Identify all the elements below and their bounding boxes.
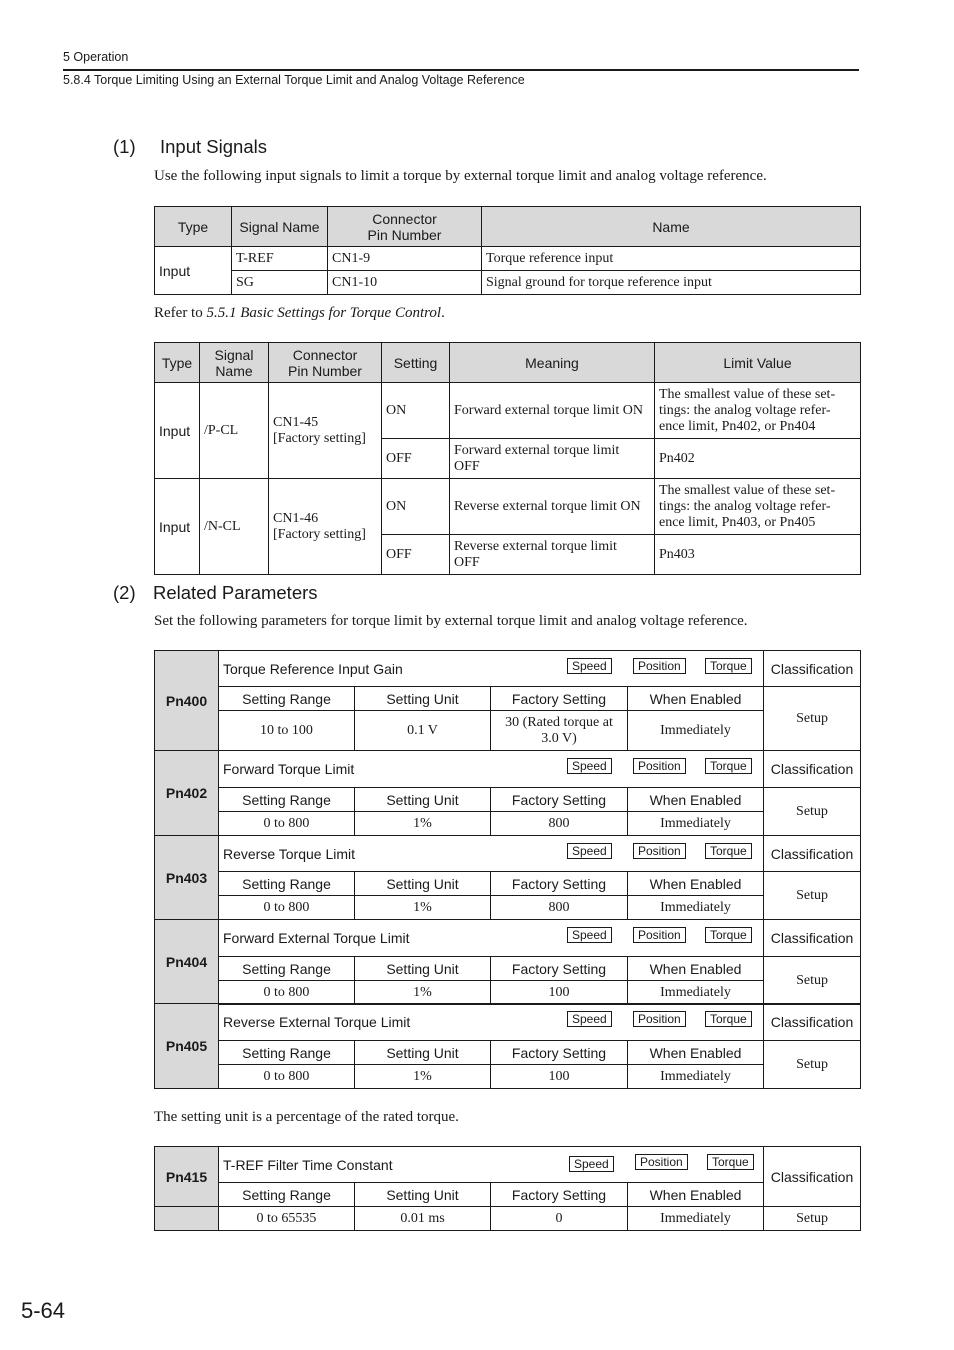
position-badge: Position — [635, 1154, 688, 1170]
col-type: Type — [155, 343, 200, 383]
col-setting: Setting — [382, 343, 450, 383]
speed-badge: Speed — [567, 1011, 612, 1027]
factory-setting-value: 0 — [491, 1207, 628, 1231]
setting-cell: ON — [382, 383, 450, 439]
type-cell: Input — [155, 383, 200, 479]
limit-cell: The smallest value of these set- tings: the analog voltage refer- ence limit, Pn402, or Pn404 — [655, 383, 861, 439]
chapter-header: 5 Operation — [63, 50, 129, 64]
refer-suffix: . — [441, 305, 445, 321]
col-setting-unit: Setting Unit — [355, 1183, 491, 1207]
param-title-cell — [219, 751, 764, 788]
setting-cell: OFF — [382, 439, 450, 479]
table-row — [155, 896, 861, 920]
param-title-cell — [219, 651, 764, 687]
position-badge: Position — [633, 927, 686, 943]
name-cell: Signal ground for torque reference input — [482, 271, 861, 295]
when-enabled-value: Immediately — [628, 981, 764, 1005]
classification-label: Classification — [764, 1147, 861, 1207]
torque-badge: Torque — [707, 1154, 754, 1170]
col-limit-value: Limit Value — [655, 343, 861, 383]
param-number: Pn400 — [155, 651, 219, 751]
col-when-enabled: When Enabled — [628, 872, 764, 896]
param-title-cell — [219, 920, 764, 957]
meaning-cell: Forward external torque limit OFF — [450, 439, 655, 479]
col-factory-setting: Factory Setting — [491, 788, 628, 812]
when-enabled-value: Immediately — [628, 812, 764, 836]
param-number: Pn415 — [155, 1147, 219, 1207]
classification-label: Classification — [764, 751, 861, 788]
col-when-enabled: When Enabled — [628, 788, 764, 812]
classification-value: Setup — [764, 687, 861, 751]
col-setting-unit: Setting Unit — [355, 1041, 491, 1065]
param-table-pn405 — [154, 1003, 861, 1089]
position-badge: Position — [633, 758, 686, 774]
classification-label: Classification — [764, 836, 861, 872]
refer-prefix: Refer to — [154, 305, 207, 321]
speed-badge: Speed — [569, 1156, 614, 1172]
param-title: Torque Reference Input Gain — [223, 660, 403, 677]
position-badge: Position — [633, 843, 686, 859]
col-factory-setting: Factory Setting — [491, 1041, 628, 1065]
col-setting-range: Setting Range — [219, 1183, 355, 1207]
col-setting-range: Setting Range — [219, 687, 355, 711]
classification-label: Classification — [764, 1004, 861, 1041]
pin-cell: CN1-10 — [328, 271, 482, 295]
factory-setting-value: 800 — [491, 812, 628, 836]
table-row — [155, 812, 861, 836]
section-2-number: (2) — [113, 582, 136, 603]
col-setting-unit: Setting Unit — [355, 788, 491, 812]
name-cell: Torque reference input — [482, 247, 861, 271]
section-2-heading — [113, 582, 318, 604]
section-2-title: Related Parameters — [153, 582, 318, 603]
torque-badge: Torque — [705, 927, 752, 943]
setting-range-value: 0 to 800 — [219, 896, 355, 920]
section-header: 5.8.4 Torque Limiting Using an External Torque Limit and Analog Voltage Reference — [63, 73, 525, 87]
setting-cell: OFF — [382, 535, 450, 575]
col-type: Type — [155, 207, 232, 247]
param-title: T-REF Filter Time Constant — [223, 1156, 393, 1173]
table-row — [155, 981, 861, 1005]
factory-setting-value: 100 — [491, 1065, 628, 1089]
col-setting-unit: Setting Unit — [355, 687, 491, 711]
col-connector-pin: Connector Pin Number — [269, 343, 382, 383]
factory-setting-value: 800 — [491, 896, 628, 920]
pin-cell: CN1-9 — [328, 247, 482, 271]
pin-cell: CN1-46 [Factory setting] — [269, 479, 382, 575]
torque-badge: Torque — [705, 658, 752, 674]
torque-badge: Torque — [705, 758, 752, 774]
when-enabled-value: Immediately — [628, 896, 764, 920]
signal-cell: SG — [232, 271, 328, 295]
col-factory-setting: Factory Setting — [491, 687, 628, 711]
col-signal-name: Signal Name — [200, 343, 269, 383]
setting-unit-value: 1% — [355, 1065, 491, 1089]
param-table-pn403 — [154, 835, 861, 920]
refer-note — [154, 305, 445, 322]
col-factory-setting: Factory Setting — [491, 872, 628, 896]
position-badge: Position — [633, 658, 686, 674]
speed-badge: Speed — [567, 758, 612, 774]
param-title-cell — [219, 1147, 764, 1183]
param-number: Pn405 — [155, 1004, 219, 1089]
param-number: Pn402 — [155, 751, 219, 836]
param-title: Reverse Torque Limit — [223, 845, 356, 862]
setting-unit-value: 0.1 V — [355, 711, 491, 751]
speed-badge: Speed — [567, 658, 612, 674]
param-title: Forward External Torque Limit — [223, 930, 410, 946]
refer-link: 5.5.1 Basic Settings for Torque Control — [206, 305, 442, 321]
param-title: Reverse External Torque Limit — [223, 1014, 411, 1030]
factory-setting-value: 30 (Rated torque at 3.0 V) — [491, 711, 628, 751]
param-table-pn402 — [154, 750, 861, 836]
param-table-pn404 — [154, 919, 861, 1005]
table-row — [155, 479, 861, 535]
col-setting-unit: Setting Unit — [355, 957, 491, 981]
col-setting-range: Setting Range — [219, 1041, 355, 1065]
setting-range-value: 10 to 100 — [219, 711, 355, 751]
meaning-cell: Reverse external torque limit ON — [450, 479, 655, 535]
type-cell: Input — [155, 247, 232, 295]
table-row — [155, 271, 861, 295]
col-setting-range: Setting Range — [219, 872, 355, 896]
classification-value: Setup — [764, 872, 861, 920]
when-enabled-value: Immediately — [628, 1207, 764, 1231]
factory-setting-value: 100 — [491, 981, 628, 1005]
limit-cell: Pn402 — [655, 439, 861, 479]
setting-range-value: 0 to 800 — [219, 812, 355, 836]
col-signal-name: Signal Name — [232, 207, 328, 247]
col-name: Name — [482, 207, 861, 247]
position-badge: Position — [633, 1011, 686, 1027]
setting-range-value: 0 to 65535 — [219, 1207, 355, 1231]
limit-cell: Pn403 — [655, 535, 861, 575]
torque-limit-signals-table — [154, 342, 861, 575]
when-enabled-value: Immediately — [628, 711, 764, 751]
section-1-intro: Use the following input signals to limit a torque by external torque limit and analog voltage reference. — [154, 168, 767, 184]
input-signals-table — [154, 206, 861, 295]
setting-cell: ON — [382, 479, 450, 535]
meaning-cell: Reverse external torque limit OFF — [450, 535, 655, 575]
speed-badge: Speed — [567, 843, 612, 859]
col-factory-setting: Factory Setting — [491, 1183, 628, 1207]
col-when-enabled: When Enabled — [628, 1041, 764, 1065]
setting-range-value: 0 to 800 — [219, 1065, 355, 1089]
table-row — [155, 711, 861, 751]
classification-value: Setup — [764, 788, 861, 836]
section-2-intro: Set the following parameters for torque limit by external torque limit and analog voltage reference. — [154, 613, 748, 629]
table-row — [155, 247, 861, 271]
param-title-cell — [219, 1004, 764, 1041]
type-cell: Input — [155, 479, 200, 575]
param-table-pn415 — [154, 1146, 861, 1231]
section-1-number: (1) — [113, 136, 136, 157]
table-row — [155, 383, 861, 439]
section-1-heading — [113, 136, 267, 158]
section-1-title: Input Signals — [160, 136, 267, 157]
signal-cell: /P-CL — [200, 383, 269, 479]
col-setting-range: Setting Range — [219, 957, 355, 981]
classification-label: Classification — [764, 651, 861, 687]
signal-cell: T-REF — [232, 247, 328, 271]
col-when-enabled: When Enabled — [628, 687, 764, 711]
col-setting-unit: Setting Unit — [355, 872, 491, 896]
header-rule — [63, 69, 859, 71]
setting-unit-value: 1% — [355, 896, 491, 920]
torque-badge: Torque — [705, 1011, 752, 1027]
meaning-cell: Forward external torque limit ON — [450, 383, 655, 439]
page-number: 5-64 — [21, 1298, 66, 1323]
col-factory-setting: Factory Setting — [491, 957, 628, 981]
table-row — [155, 1207, 861, 1231]
torque-badge: Torque — [705, 843, 752, 859]
table-row — [155, 1065, 861, 1089]
setting-range-value: 0 to 800 — [219, 981, 355, 1005]
param-title-cell — [219, 836, 764, 872]
signal-cell: /N-CL — [200, 479, 269, 575]
col-setting-range: Setting Range — [219, 788, 355, 812]
param-table-pn400 — [154, 650, 861, 751]
classification-value: Setup — [764, 957, 861, 1005]
speed-badge: Speed — [567, 927, 612, 943]
setting-unit-value: 0.01 ms — [355, 1207, 491, 1231]
pn-cell-filler — [155, 1207, 219, 1231]
classification-value: Setup — [764, 1207, 861, 1231]
col-when-enabled: When Enabled — [628, 957, 764, 981]
param-title: Forward Torque Limit — [223, 761, 355, 777]
classification-label: Classification — [764, 920, 861, 957]
setting-unit-value: 1% — [355, 812, 491, 836]
pin-cell: CN1-45 [Factory setting] — [269, 383, 382, 479]
param-number: Pn404 — [155, 920, 219, 1005]
setting-unit-note: The setting unit is a percentage of the rated torque. — [154, 1109, 459, 1125]
col-when-enabled: When Enabled — [628, 1183, 764, 1207]
setting-unit-value: 1% — [355, 981, 491, 1005]
param-number: Pn403 — [155, 836, 219, 920]
limit-cell: The smallest value of these set- tings: the analog voltage refer- ence limit, Pn403, or Pn405 — [655, 479, 861, 535]
col-meaning: Meaning — [450, 343, 655, 383]
col-connector-pin: Connector Pin Number — [328, 207, 482, 247]
classification-value: Setup — [764, 1041, 861, 1089]
when-enabled-value: Immediately — [628, 1065, 764, 1089]
